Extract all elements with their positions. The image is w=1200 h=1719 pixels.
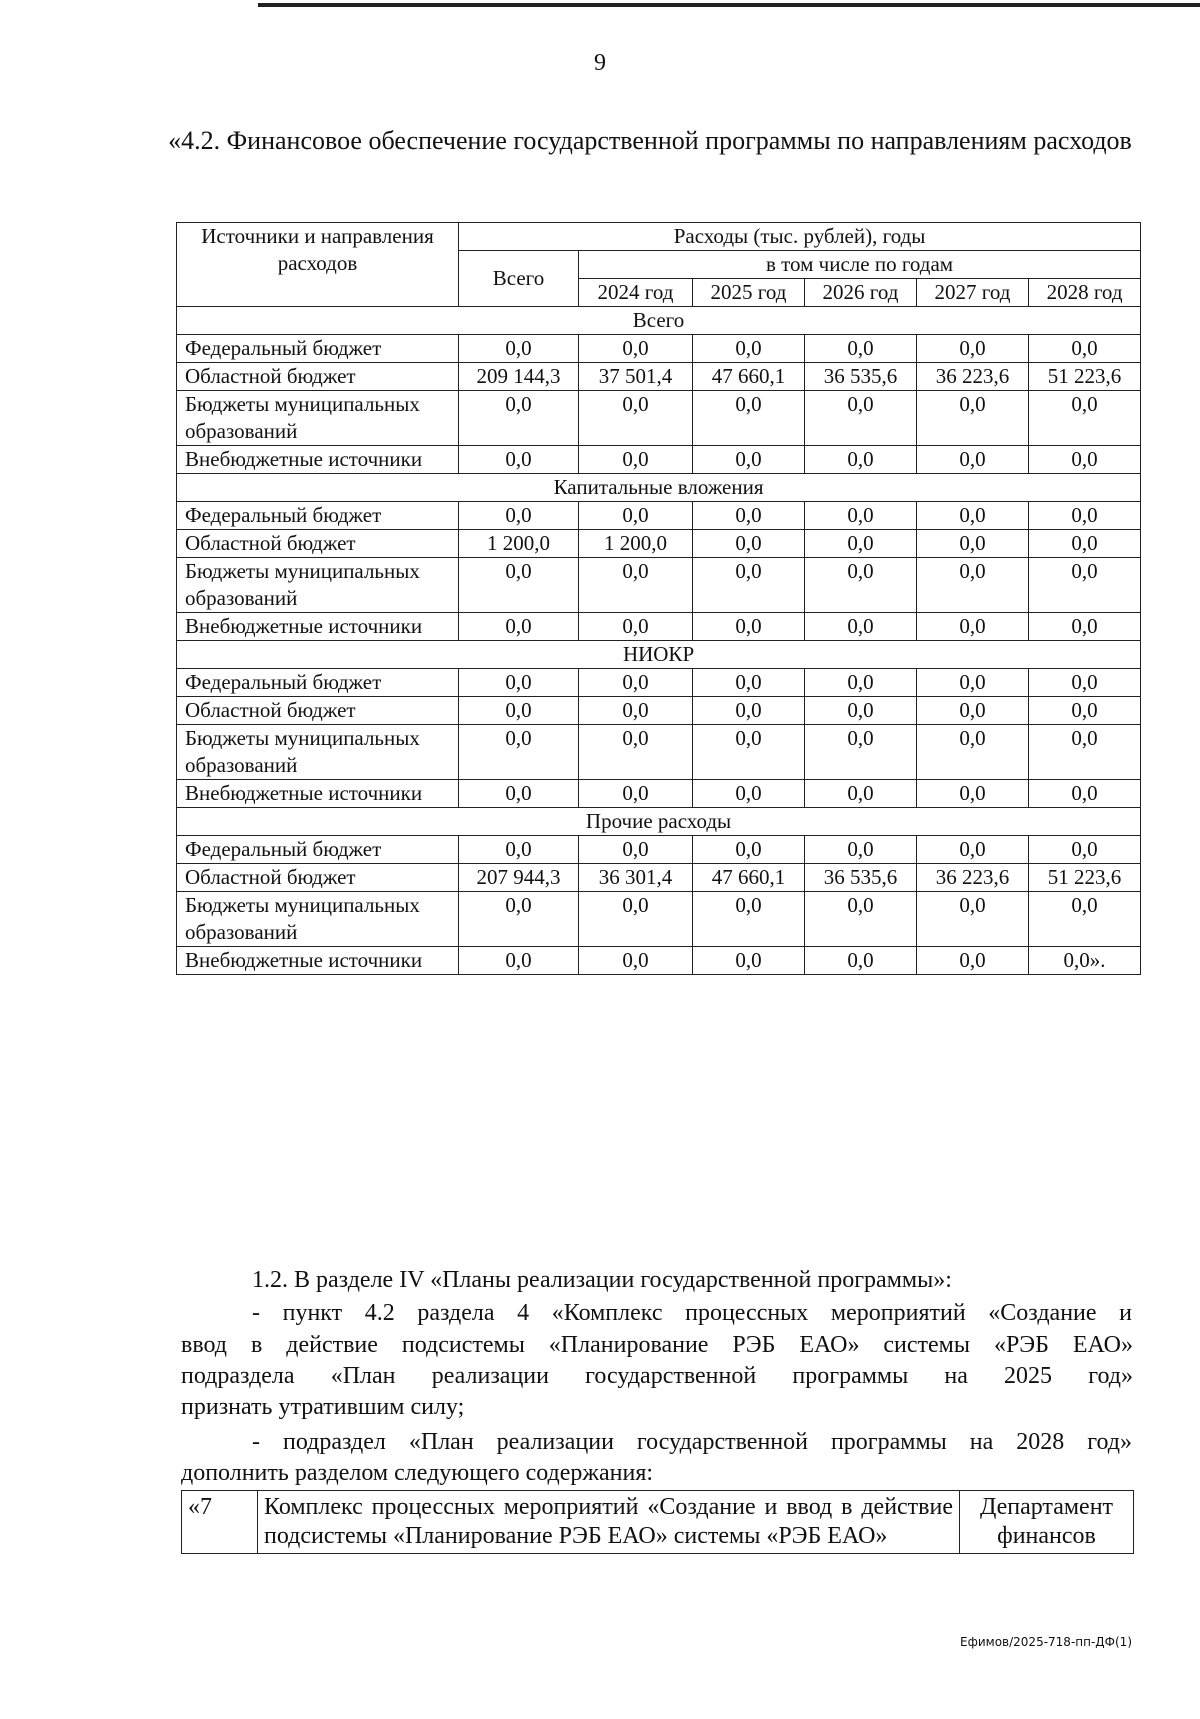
table-row xyxy=(177,530,1141,558)
plan-table xyxy=(181,1490,1134,1554)
value-cell: 0,0 xyxy=(579,892,693,947)
value-cell: 0,0 xyxy=(459,947,579,975)
value-cell: 0,0 xyxy=(459,892,579,947)
value-cell: 0,0 xyxy=(579,669,693,697)
value-cell: 0,0 xyxy=(693,836,805,864)
section-title: НИОКР xyxy=(177,641,1141,669)
value-cell: 0,0 xyxy=(693,725,805,780)
value-cell: 0,0 xyxy=(459,558,579,613)
value-cell: 0,0 xyxy=(917,558,1029,613)
value-cell: 0,0 xyxy=(579,446,693,474)
section-title: «4.2. Финансовое обеспечение государственной программы по направлениям расходов xyxy=(168,126,1132,155)
value-cell: 0,0 xyxy=(579,836,693,864)
paragraph-1-2: 1.2. В разделе IV «Планы реализации государственной программы»: xyxy=(252,1267,952,1293)
value-cell: 36 535,6 xyxy=(805,363,917,391)
value-cell: 0,0 xyxy=(693,391,805,446)
value-cell: 0,0 xyxy=(459,613,579,641)
value-cell: 0,0 xyxy=(805,669,917,697)
page-number: 9 xyxy=(594,50,606,76)
value-cell: 0,0». xyxy=(1029,947,1141,975)
value-cell: 0,0 xyxy=(459,335,579,363)
paragraph-text-line: ввод в действие подсистемы «Планирование РЭБ ЕАО» системы «РЭБ ЕАО» xyxy=(181,1332,1133,1358)
plan-row xyxy=(182,1491,1134,1554)
value-cell: 0,0 xyxy=(693,613,805,641)
value-cell: 0,0 xyxy=(579,697,693,725)
section-row xyxy=(177,808,1141,836)
value-cell: 37 501,4 xyxy=(579,363,693,391)
value-cell: 209 144,3 xyxy=(459,363,579,391)
value-cell: 0,0 xyxy=(1029,335,1141,363)
table-row xyxy=(177,363,1141,391)
table-row xyxy=(177,391,1141,446)
section-title: Всего xyxy=(177,307,1141,335)
value-cell: 0,0 xyxy=(805,391,917,446)
paragraph-text-line: дополнить разделом следующего содержания: xyxy=(181,1460,654,1486)
row-label: Бюджеты муниципальных образований xyxy=(177,558,459,613)
value-cell: 0,0 xyxy=(1029,697,1141,725)
table-row xyxy=(177,446,1141,474)
top-rule xyxy=(258,3,1200,7)
value-cell: 0,0 xyxy=(459,446,579,474)
value-cell: 0,0 xyxy=(1029,558,1141,613)
section-title: Капитальные вложения xyxy=(177,474,1141,502)
table-body xyxy=(177,307,1141,975)
value-cell: 0,0 xyxy=(693,669,805,697)
table-row xyxy=(177,780,1141,808)
value-cell: 0,0 xyxy=(917,446,1029,474)
value-cell: 0,0 xyxy=(805,836,917,864)
value-cell: 0,0 xyxy=(805,502,917,530)
value-cell: 0,0 xyxy=(693,697,805,725)
value-cell: 0,0 xyxy=(805,558,917,613)
value-cell: 36 223,6 xyxy=(917,864,1029,892)
value-cell: 0,0 xyxy=(917,780,1029,808)
row-label: Федеральный бюджет xyxy=(177,836,459,864)
value-cell: 0,0 xyxy=(805,892,917,947)
value-cell: 0,0 xyxy=(1029,391,1141,446)
document-code: Ефимов/2025-718-пп-ДФ(1) xyxy=(960,1635,1132,1649)
year-header: 2026 год xyxy=(805,279,917,307)
value-cell: 0,0 xyxy=(917,335,1029,363)
row-label: Федеральный бюджет xyxy=(177,669,459,697)
value-cell: 0,0 xyxy=(693,446,805,474)
value-cell: 0,0 xyxy=(1029,530,1141,558)
value-cell: 0,0 xyxy=(917,836,1029,864)
value-cell: 0,0 xyxy=(805,446,917,474)
value-cell: 0,0 xyxy=(1029,446,1141,474)
plan-item-description: Комплекс процессных мероприятий «Создание и ввод в действие подсистемы «Планирование РЭБ ЕАО» системы «РЭБ ЕАО» xyxy=(258,1491,960,1554)
section-title: Прочие расходы xyxy=(177,808,1141,836)
value-cell: 0,0 xyxy=(579,780,693,808)
value-cell: 0,0 xyxy=(805,335,917,363)
value-cell: 0,0 xyxy=(459,836,579,864)
value-cell: 0,0 xyxy=(693,558,805,613)
value-cell: 0,0 xyxy=(579,725,693,780)
total-header: Всего xyxy=(459,251,579,307)
value-cell: 0,0 xyxy=(917,947,1029,975)
row-label: Внебюджетные источники xyxy=(177,446,459,474)
table-row xyxy=(177,669,1141,697)
value-cell: 0,0 xyxy=(1029,836,1141,864)
row-label: Областной бюджет xyxy=(177,363,459,391)
value-cell: 36 301,4 xyxy=(579,864,693,892)
value-cell: 0,0 xyxy=(805,530,917,558)
financing-table xyxy=(176,222,1141,975)
value-cell: 0,0 xyxy=(693,947,805,975)
row-label: Областной бюджет xyxy=(177,697,459,725)
value-cell: 0,0 xyxy=(917,892,1029,947)
including-header: в том числе по годам xyxy=(579,251,1141,279)
value-cell: 0,0 xyxy=(579,947,693,975)
value-cell: 0,0 xyxy=(805,780,917,808)
expenses-header: Расходы (тыс. рублей), годы xyxy=(459,223,1141,251)
value-cell: 0,0 xyxy=(579,558,693,613)
value-cell: 207 944,3 xyxy=(459,864,579,892)
value-cell: 1 200,0 xyxy=(579,530,693,558)
value-cell: 0,0 xyxy=(917,697,1029,725)
row-label: Бюджеты муниципальных образований xyxy=(177,892,459,947)
value-cell: 0,0 xyxy=(579,502,693,530)
row-label: Федеральный бюджет xyxy=(177,335,459,363)
value-cell: 0,0 xyxy=(459,502,579,530)
value-cell: 0,0 xyxy=(805,725,917,780)
table-header xyxy=(177,223,1141,307)
value-cell: 0,0 xyxy=(693,530,805,558)
value-cell: 0,0 xyxy=(1029,613,1141,641)
table-row xyxy=(177,502,1141,530)
value-cell: 0,0 xyxy=(693,892,805,947)
value-cell: 0,0 xyxy=(1029,669,1141,697)
value-cell: 47 660,1 xyxy=(693,864,805,892)
value-cell: 0,0 xyxy=(917,669,1029,697)
row-label: Внебюджетные источники xyxy=(177,947,459,975)
value-cell: 0,0 xyxy=(459,697,579,725)
value-cell: 0,0 xyxy=(1029,780,1141,808)
row-label: Бюджеты муниципальных образований xyxy=(177,391,459,446)
value-cell: 47 660,1 xyxy=(693,363,805,391)
row-label: Федеральный бюджет xyxy=(177,502,459,530)
paragraph-text-line: подраздела «План реализации государственной программы на 2025 год» xyxy=(181,1363,1133,1389)
row-label: Бюджеты муниципальных образований xyxy=(177,725,459,780)
value-cell: 36 223,6 xyxy=(917,363,1029,391)
plan-item-number: «7 xyxy=(182,1491,258,1554)
row-label: Внебюджетные источники xyxy=(177,613,459,641)
table-row xyxy=(177,725,1141,780)
value-cell: 0,0 xyxy=(579,335,693,363)
value-cell: 0,0 xyxy=(917,725,1029,780)
year-header: 2027 год xyxy=(917,279,1029,307)
plan-item-responsible: Департамент финансов xyxy=(960,1491,1134,1554)
table-row xyxy=(177,892,1141,947)
value-cell: 0,0 xyxy=(693,335,805,363)
table-row xyxy=(177,558,1141,613)
value-cell: 0,0 xyxy=(917,391,1029,446)
value-cell: 0,0 xyxy=(805,697,917,725)
value-cell: 0,0 xyxy=(917,613,1029,641)
year-header: 2028 год xyxy=(1029,279,1141,307)
year-header: 2025 год xyxy=(693,279,805,307)
value-cell: 0,0 xyxy=(693,780,805,808)
value-cell: 51 223,6 xyxy=(1029,864,1141,892)
value-cell: 0,0 xyxy=(579,613,693,641)
value-cell: 0,0 xyxy=(1029,892,1141,947)
value-cell: 36 535,6 xyxy=(805,864,917,892)
value-cell: 51 223,6 xyxy=(1029,363,1141,391)
value-cell: 0,0 xyxy=(459,669,579,697)
table-row xyxy=(177,836,1141,864)
table-row xyxy=(177,864,1141,892)
value-cell: 0,0 xyxy=(917,530,1029,558)
value-cell: 0,0 xyxy=(805,947,917,975)
year-header: 2024 год xyxy=(579,279,693,307)
section-row xyxy=(177,474,1141,502)
table-row xyxy=(177,947,1141,975)
row-label: Областной бюджет xyxy=(177,864,459,892)
value-cell: 0,0 xyxy=(693,502,805,530)
value-cell: 0,0 xyxy=(459,725,579,780)
row-label: Внебюджетные источники xyxy=(177,780,459,808)
row-label: Областной бюджет xyxy=(177,530,459,558)
value-cell: 0,0 xyxy=(805,613,917,641)
value-cell: 0,0 xyxy=(459,391,579,446)
value-cell: 0,0 xyxy=(1029,725,1141,780)
value-cell: 1 200,0 xyxy=(459,530,579,558)
table-row xyxy=(177,697,1141,725)
sources-header: Источники и направления расходов xyxy=(177,223,459,307)
value-cell: 0,0 xyxy=(579,391,693,446)
paragraph-text-line: - подраздел «План реализации государственной программы на 2028 год» xyxy=(252,1429,1132,1455)
paragraph-text-line: признать утратившим силу; xyxy=(181,1394,465,1420)
paragraph-text-line: - пункт 4.2 раздела 4 «Комплекс процессных мероприятий «Создание и xyxy=(252,1300,1132,1326)
value-cell: 0,0 xyxy=(917,502,1029,530)
section-row xyxy=(177,307,1141,335)
table-row xyxy=(177,335,1141,363)
value-cell: 0,0 xyxy=(459,780,579,808)
value-cell: 0,0 xyxy=(1029,502,1141,530)
table-row xyxy=(177,613,1141,641)
section-row xyxy=(177,641,1141,669)
